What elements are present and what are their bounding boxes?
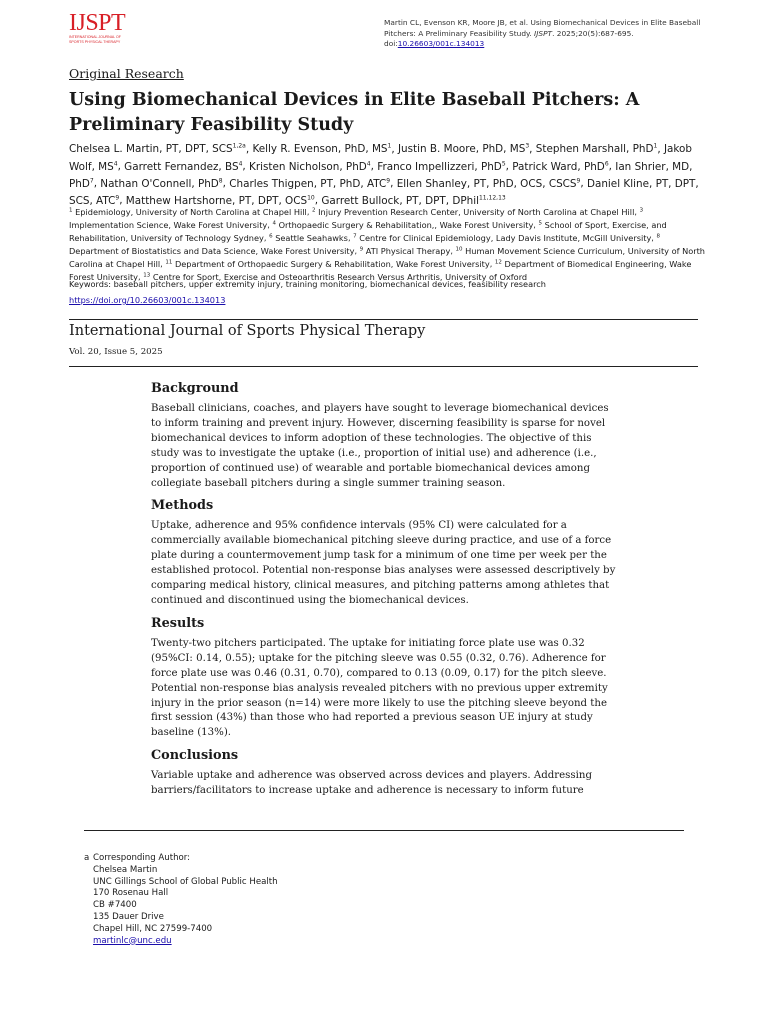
doi-link[interactable]: https://doi.org/10.26603/001c.134013 bbox=[69, 295, 226, 305]
conclusions-text: Variable uptake and adherence was observed across devices and players. Addressing barriers/facilitators to increase uptake and adherence is necessary to inform future bbox=[151, 770, 592, 797]
conclusions-heading: Conclusions bbox=[151, 748, 239, 764]
author-list: Chelsea L. Martin, PT, DPT, $SCS^{1,2a}$, Kelly R. Evenson, PhD, $MS^1$, Justin B. Moore, PhD, $MS^3$, Stephen Marshall, PhD$^1$, Jakob Wolf, $MS^4$, Garrett Fernandez, $BS^4$, Kristen Nicholson, PhD$^4$, Franco Impellizzeri, PhD$^5$, Patrick Ward, PhD$^6$, Ian Shrier, MD, PhD$^7$, Nathan O'Connell, PhD$^8$, Charles Thigpen, PT, PhD, ATC$^9$, Ellen Shanley, PT, PhD, OCS, CSCS$^9$, Daniel Kline, PT, DPT, SCS, ATC$^9$, Matthew Hartshorne, PT, DPT, OCS$^{10}$, Garrett Bullock, PT, DPT, DPhil$^{11,12,13}$ bbox=[69, 143, 699, 207]
affiliation bbox=[165, 259, 489, 269]
results-heading: Results bbox=[151, 615, 205, 631]
author bbox=[124, 161, 242, 173]
author bbox=[252, 143, 391, 155]
author-name: Justin B. Moore, PhD, MS bbox=[397, 143, 526, 156]
methods-text: Uptake, adherence and 95% confidence intervals (95% CI) were calculated for a commercially available biomechanical pitching sleeve during practice, and use of a force plate during a countermovement jump task for a minimum of one time per week per the established protocol. Potential non-response bias analyses were assessed descriptively by comparing medical history, clinical measures, and pitching patterns among athletes that continued and discontinued using the biomechanical devices. bbox=[151, 520, 616, 606]
citation-doi-prefix: doi: bbox=[384, 39, 398, 48]
affiliation-number: 13 bbox=[143, 272, 151, 279]
author-name: Charles Thigpen, PT, PhD, ATC bbox=[229, 177, 387, 190]
footnote-label: Corresponding Author: bbox=[93, 853, 191, 863]
logo-subtitle-1: INTERNATIONAL JOURNAL OF bbox=[69, 35, 121, 39]
author-name: Kristen Nicholson, PhD bbox=[249, 160, 367, 173]
author-affiliation-sup: 11,12,13 bbox=[478, 194, 506, 202]
author-name: Chelsea L. Martin, PT, DPT, SCS bbox=[69, 143, 233, 156]
author-affiliation-sup: 6 bbox=[604, 160, 609, 168]
keywords: Keywords: baseball pitchers, upper extremity injury, training monitoring, biomechanical devices, feasibility research bbox=[69, 279, 546, 289]
author-affiliation-sup: 10 bbox=[307, 194, 315, 202]
divider bbox=[69, 366, 698, 367]
footnote-line: 135 Dauer Drive bbox=[93, 911, 164, 922]
author bbox=[536, 143, 658, 155]
footnote-line: Chelsea Martin bbox=[93, 864, 158, 875]
author-affiliation-sup: 1,2a bbox=[232, 143, 246, 150]
author bbox=[229, 178, 390, 190]
author-name: Garrett Fernandez, BS bbox=[124, 160, 239, 173]
affiliation-number: 3 bbox=[639, 207, 644, 213]
logo-text: IJSPT bbox=[69, 10, 126, 36]
author-name: Matthew Hartshorne, PT, DPT, OCS bbox=[125, 194, 308, 207]
citation-journal: IJSPT bbox=[534, 28, 553, 38]
author-name: Franco Impellizzeri, PhD bbox=[377, 160, 502, 173]
author-affiliation-sup: 5 bbox=[501, 160, 506, 168]
affiliation-text: Department of Biostatistics and Data Science, Wake Forest University bbox=[69, 245, 355, 256]
affiliation-text: Injury Prevention Research Center, University of North Carolina at Chapel Hill bbox=[315, 206, 635, 217]
author-affiliation-sup: 1 bbox=[653, 143, 658, 150]
author-affiliation-sup: 4 bbox=[366, 160, 371, 168]
footnote-body bbox=[93, 853, 484, 947]
affiliation-text: Department of Biomedical Engineering, Wake Forest University bbox=[69, 258, 692, 282]
citation-text: Pitchers: A Preliminary Feasibility Study. bbox=[384, 28, 535, 38]
author-name: Jakob Wolf, MS bbox=[69, 143, 692, 173]
author-affiliation-sup: 9 bbox=[576, 177, 581, 185]
author-affiliation-sup: 9 bbox=[386, 177, 391, 185]
affiliation-text: Centre for Clinical Epidemiology, Lady Davis Institute, McGill University bbox=[356, 232, 652, 243]
affiliation-text: Seattle Seahawks bbox=[272, 232, 348, 243]
affiliation-number: 12 bbox=[494, 259, 502, 266]
author-email-link[interactable]: martinlc@unc.edu bbox=[93, 935, 172, 946]
affiliation-text: ATI Physical Therapy bbox=[363, 245, 451, 256]
author bbox=[512, 161, 608, 173]
affiliation-text: Human Movement Science Curriculum, University of North Carolina at Chapel Hill bbox=[69, 245, 705, 269]
article-title: Using Biomechanical Devices in Elite Baseball Pitchers: A Preliminary Feasibility Study bbox=[69, 90, 640, 135]
affiliation-text: School of Sport, Exercise, and Rehabilitation, University of Technology Sydney bbox=[69, 219, 667, 243]
author-name: Ellen Shanley, PT, PhD, OCS, CSCS bbox=[396, 177, 577, 190]
citation-doi-line bbox=[384, 39, 704, 50]
footnote-divider bbox=[84, 830, 684, 831]
affiliation bbox=[69, 207, 307, 217]
footnote-line: Chapel Hill, NC 27599-7400 bbox=[93, 923, 213, 934]
author-name: Kelly R. Evenson, PhD, MS bbox=[252, 143, 388, 156]
citation-line-1: Martin CL, Evenson KR, Moore JB, et al. Using Biomechanical Devices in Elite Baseball bbox=[384, 18, 701, 27]
author bbox=[398, 143, 529, 155]
author-name: Daniel Kline, PT, DPT, SCS, ATC bbox=[69, 177, 699, 207]
author-affiliation-sup: 8 bbox=[218, 177, 223, 185]
journal-logo bbox=[69, 12, 133, 48]
affiliation-number: 9 bbox=[359, 246, 364, 253]
affiliation-number: 8 bbox=[656, 233, 661, 240]
affiliation-number: 11 bbox=[165, 259, 173, 266]
affiliation-number: 10 bbox=[455, 246, 463, 253]
author-affiliation-sup: 1 bbox=[387, 143, 392, 150]
divider bbox=[69, 319, 698, 320]
author bbox=[249, 161, 371, 173]
author bbox=[397, 178, 581, 190]
affiliation-number: 6 bbox=[269, 233, 273, 240]
article-type: Original Research bbox=[69, 66, 184, 81]
footnote-line: UNC Gillings School of Global Public Health bbox=[93, 876, 278, 887]
affiliation-number: 5 bbox=[538, 220, 543, 227]
corresponding-author-footnote bbox=[84, 853, 484, 947]
affiliation-number: 7 bbox=[353, 233, 357, 240]
abstract bbox=[151, 380, 617, 805]
results-text: Twenty-two pitchers participated. The uptake for initiating force plate use was 0.32 (95%CI: 0.14, 0.55); uptake for the pitching sleeve was 0.55 (0.32, 0.76). Adherence for force plate use was 0.46 (0.31, 0.70), compared to 0.13 (0.09, 0.17) for the pitch sleeve. Potential non-response bias analysis revealed pitchers with no previous upper extremity injury in the prior season (n=14) were more likely to use the pitching sleeve beyond the first session (43%) than those who had reported a previous season UE injury at study baseline (13%). bbox=[151, 637, 608, 739]
affiliation-number: 4 bbox=[272, 220, 276, 227]
citation-doi-link[interactable]: 10.26603/001c.134013 bbox=[397, 39, 485, 48]
author-name: Ian Shrier, MD, PhD bbox=[69, 160, 693, 190]
author-name: Stephen Marshall, PhD bbox=[535, 143, 654, 156]
citation-volume: . 2025;20(5):687-695. bbox=[552, 28, 634, 38]
affiliation bbox=[269, 233, 348, 243]
affiliation-text: Implementation Science, Wake Forest University bbox=[69, 219, 268, 230]
affiliation-number: 1 bbox=[69, 207, 73, 213]
logo-subtitle-2: SPORTS PHYSICAL THERAPY bbox=[69, 40, 121, 45]
footnote-mark: a bbox=[84, 853, 90, 863]
affiliation-text: Centre for Sport, Exercise and Osteoarthritis Research Versus Arthritis, University of Oxford bbox=[150, 271, 528, 282]
author-affiliation-sup: 7 bbox=[89, 177, 94, 185]
author-affiliation-sup: 4 bbox=[113, 160, 118, 168]
affiliation-text: Orthopaedic Surgery & Rehabilitation,, Wake Forest University bbox=[275, 219, 534, 230]
background-heading: Background bbox=[151, 381, 239, 396]
journal-volume: Vol. 20, Issue 5, 2025 bbox=[69, 347, 163, 357]
author-affiliation-sup: 3 bbox=[525, 143, 530, 150]
author-name: Nathan O'Connell, PhD bbox=[100, 177, 219, 190]
author-affiliation-sup: 4 bbox=[238, 160, 243, 168]
journal-name: International Journal of Sports Physical Therapy bbox=[69, 323, 426, 339]
affiliation-text: Department of Orthopaedic Surgery & Rehabilitation, Wake Forest University bbox=[172, 258, 490, 269]
author bbox=[69, 143, 246, 155]
footnote-line: CB #7400 bbox=[93, 900, 137, 911]
author-affiliation-sup: 9 bbox=[115, 194, 120, 202]
methods-heading: Methods bbox=[151, 498, 214, 514]
author bbox=[100, 178, 222, 190]
author-name: Patrick Ward, PhD bbox=[512, 160, 605, 173]
citation-line-2 bbox=[384, 29, 704, 40]
footnote-line: 170 Rosenau Hall bbox=[93, 888, 169, 899]
affiliation bbox=[353, 233, 651, 243]
citation-block bbox=[384, 18, 704, 50]
affiliation bbox=[312, 207, 634, 217]
author-name: Garrett Bullock, PT, DPT, DPhil bbox=[321, 194, 479, 207]
affiliation-number: 2 bbox=[312, 207, 316, 213]
affiliation-list: $^1$ Epidemiology, University of North Carolina at Chapel Hill, $^2$ Injury Prevention Research Center, University of North Carolina at Chapel Hill, $^3$ Implementation Science, Wake Forest University, $^4$ Orthopaedic Surgery & Rehabilitation,, Wake Forest University, $^5$ School of Sport, Exercise, and Rehabilitation, University of Technology Sydney, $^6$ Seattle Seahawks, $^7$ Centre for Clinical Epidemiology, Lady Davis Institute, McGill University, $^8$ Department of Biostatistics and Data Science, Wake Forest University, $^9$ ATI Physical Therapy, $^{10}$ Human Movement Science Curriculum, University of North Carolina at Chapel Hill, $^{11}$ Department of Orthopaedic Surgery & Rehabilitation, Wake Forest University, $^{12}$ Department of Biomedical Engineering, Wake Forest University, $^{13}$ Centre for Sport, Exercise and Osteoarthritis Research Versus Arthritis, University of Oxford bbox=[69, 206, 705, 282]
affiliation bbox=[360, 246, 451, 256]
author bbox=[377, 161, 505, 173]
affiliation-text: Epidemiology, University of North Carolina at Chapel Hill bbox=[72, 206, 307, 217]
affiliation bbox=[272, 220, 533, 230]
background-text: Baseball clinicians, coaches, and players have sought to leverage biomechanical devices to inform training and prevent injury. However, discerning feasibility is sparse for novel biomechanical devices to inform adoption of these technologies. The objective of this study was to investigate the uptake (i.e., proportion of initial use) and adherence (i.e., proportion of continued use) of wearable and portable biomechanical devices among collegiate baseball pitchers during a single summer training season. bbox=[151, 403, 609, 489]
